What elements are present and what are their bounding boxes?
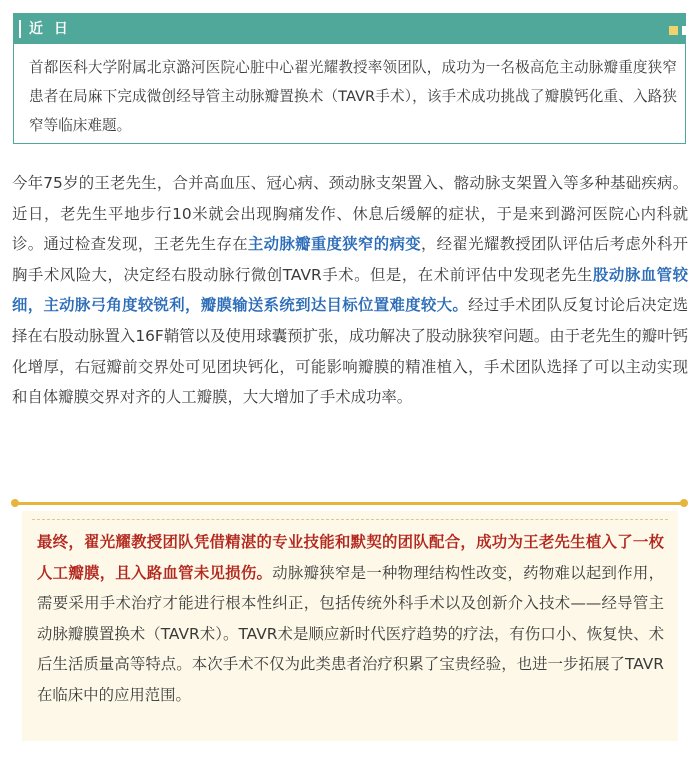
highlight-difficulty: 股动脉血管较细，主动脉弓角度较锐利，瓣膜输送系统到达目标位置难度较大。: [12, 265, 688, 315]
decorative-square-icon: [669, 26, 678, 35]
header-accent-bar: [19, 20, 21, 38]
main-paragraph: [12, 168, 688, 413]
conclusion-body: 动脉瓣狭窄是一种物理结构性改变，药物难以起到作用，需要采用手术治疗才能进行根本性纠正，包括传统外科手术以及创新介入技术——经导管主动脉瓣膜置换术（TAVR术）。TAVR术是顺应新时代医疗趋势的疗法，有伤口小、恢复快、术后生活质量高等特点。本次手术不仅为此类患者治疗积累了宝贵经验，也进一步拓展了TAVR在临床中的应用范围。: [37, 563, 664, 704]
summary-box: [13, 13, 686, 144]
main-text-part-3: 经过手术团队反复讨论后决定选择在右股动脉置入16F鞘管以及使用球囊预扩张，成功解决了股动脉狭窄问题。由于老先生的瓣叶钙化增厚，右冠瓣前交界处可见团块钙化，可能影响瓣膜的精准植入，手术团队选择了可以主动实现和自体瓣膜交界对齐的人工瓣膜，大大增加了手术成功率。: [12, 296, 688, 407]
conclusion-box: [22, 511, 678, 741]
gold-dot-icon: [11, 499, 19, 507]
highlight-result: 最终，翟光耀教授团队凭借精湛的专业技能和默契的团队配合，成功为王老先生植入了一枚人工瓣膜，且入路血管未见损伤。: [37, 533, 664, 582]
main-text-part-2: ，经翟光耀教授团队评估后考虑外科开胸手术风险大，决定经右股动脉行微创TAVR手术。但是，在术前评估中发现老先生: [12, 235, 688, 284]
summary-tag: 近 日: [29, 21, 71, 37]
dashed-divider: [32, 519, 668, 520]
gold-dot-icon: [680, 499, 688, 507]
summary-header: [14, 14, 685, 44]
summary-text: 首都医科大学附属北京潞河医院心脏中心翟光耀教授率领团队，成功为一名极高危主动脉瓣重度狭窄患者在局麻下完成微创经导管主动脉瓣置换术（TAVR手术），该手术成功挑战了瓣膜钙化重、入路狭窄等临床难题。: [29, 59, 677, 134]
main-text-part-1: 今年75岁的王老先生，合并高血压、冠心病、颈动脉支架置入、髂动脉支架置入等多种基础疾病。近日，老先生平地步行10米就会出现胸痛发作、休息后缓解的症状，于是来到潞河医院心内科就诊。通过检查发现，王老先生存在: [12, 174, 688, 254]
conclusion-text: [37, 527, 664, 711]
gold-divider: [13, 502, 685, 505]
decorative-square-icon: [682, 26, 686, 35]
highlight-diagnosis: 主动脉瓣重度狭窄的病变: [247, 235, 421, 254]
